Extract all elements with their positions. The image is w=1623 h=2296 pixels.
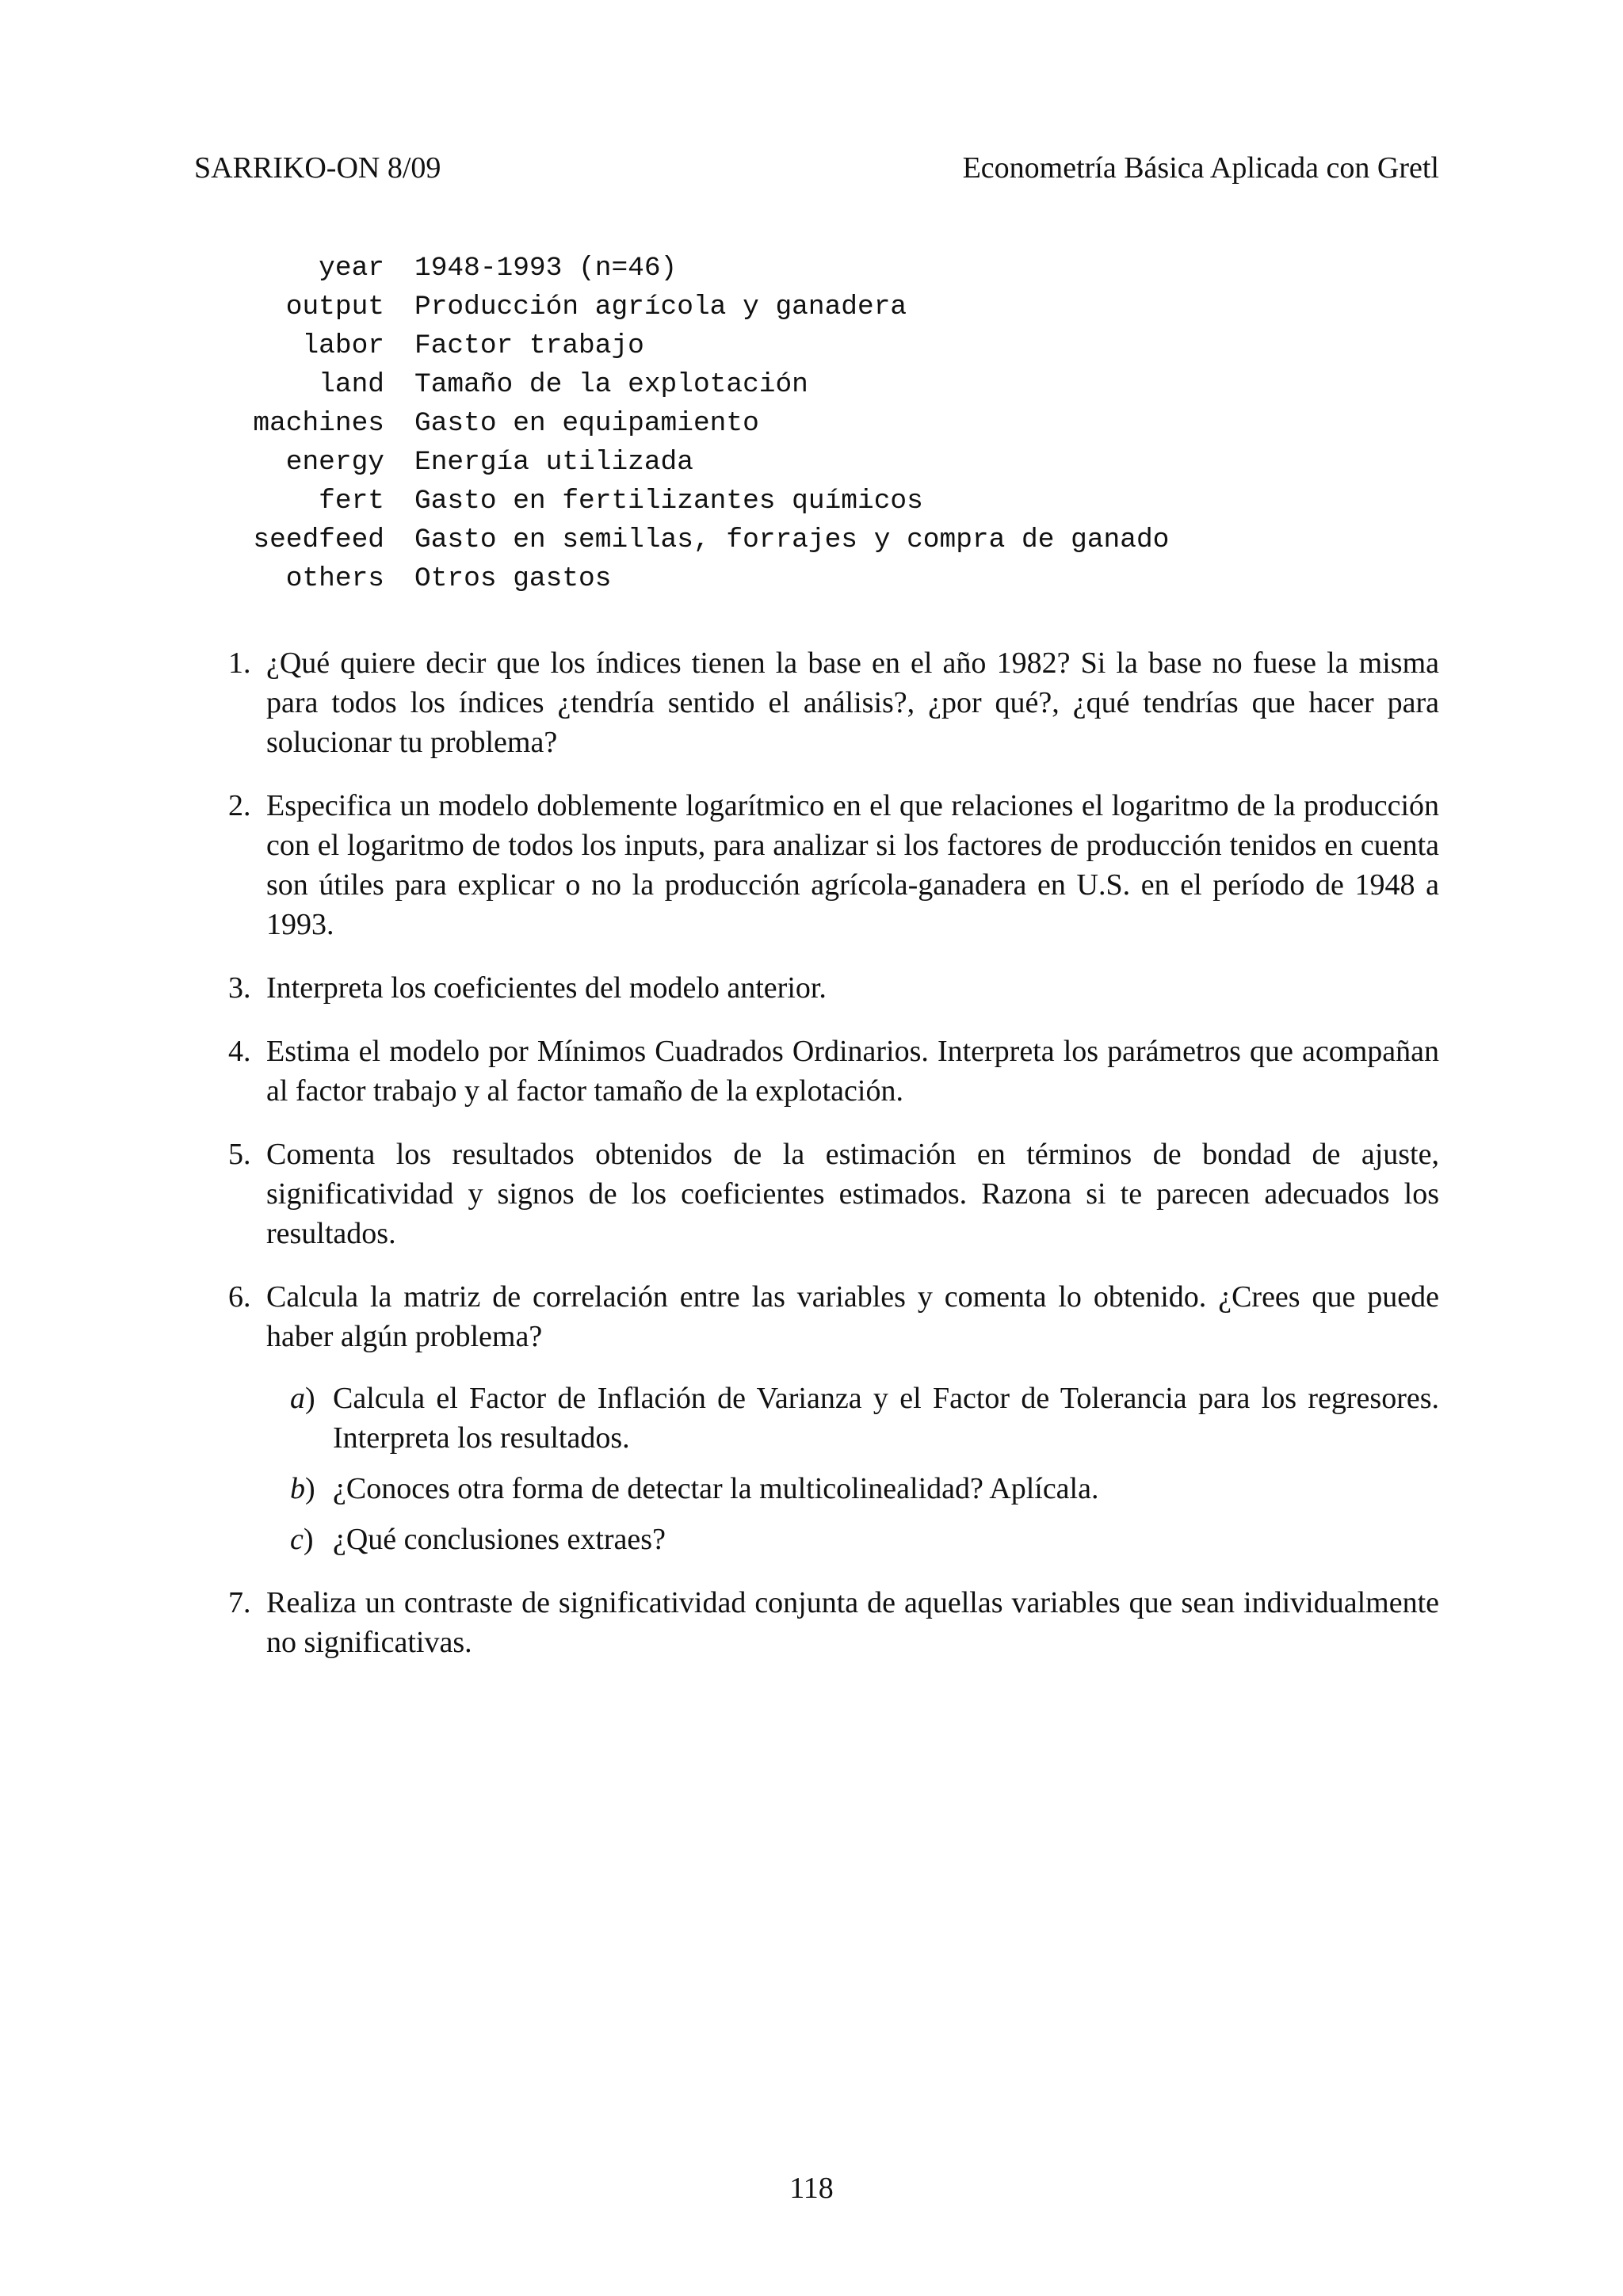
exercise-item <box>228 968 1439 1008</box>
variable-description: Factor trabajo <box>414 330 644 361</box>
variable-description: Producción agrícola y ganadera <box>414 292 907 322</box>
variable-name: energy <box>285 447 384 478</box>
exercise-text: Calcula la matriz de correlación entre las variables y comenta lo obtenido. ¿Crees que puede haber algún problema? <box>266 1280 1439 1353</box>
variable-row <box>238 443 1169 482</box>
variable-name: land <box>319 369 384 400</box>
exercise-item <box>228 1583 1439 1662</box>
variable-name: labor <box>302 330 384 361</box>
sub-exercise-text: Calcula el Factor de Inflación de Varianza y el Factor de Tolerancia para los regresores. Interpreta los resultados. <box>333 1382 1439 1455</box>
sub-exercise-item <box>266 1520 1439 1559</box>
variable-name: others <box>285 563 384 594</box>
sub-exercise-letter: b) <box>290 1472 315 1505</box>
variable-row <box>238 559 1169 598</box>
sub-exercise-list <box>266 1379 1439 1559</box>
exercise-text: Realiza un contraste de significatividad conjunta de aquellas variables que sean individualmente no significativas. <box>266 1586 1439 1659</box>
variable-row <box>238 404 1169 443</box>
sub-exercise-text: ¿Conoces otra forma de detectar la multicolinealidad? Aplícala. <box>333 1472 1099 1505</box>
variable-description: Tamaño de la explotación <box>414 369 808 400</box>
variable-row <box>238 521 1169 559</box>
exercise-number: 1. <box>228 646 251 680</box>
variable-description: Gasto en semillas, forrajes y compra de ganado <box>414 524 1170 555</box>
variable-description: 1948-1993 (n=46) <box>414 253 678 284</box>
variable-name: output <box>285 292 384 322</box>
variable-name: year <box>319 253 384 284</box>
sub-exercise-letter: c) <box>290 1523 314 1556</box>
variable-description: Otros gastos <box>414 563 612 594</box>
exercise-text: Especifica un modelo doblemente logarítmico en el que relaciones el logaritmo de la producción con el logaritmo de todos los inputs, para analizar si los factores de producción tenidos en cuenta son útiles para explicar o no la producción agrícola-ganadera en U.S. en el período de 1948 a 1993. <box>266 789 1439 941</box>
sub-exercise-letter: a) <box>290 1382 315 1415</box>
variable-description: Energía utilizada <box>414 447 693 478</box>
variable-name: seedfeed <box>253 524 384 555</box>
exercise-item <box>228 786 1439 944</box>
exercise-text: Interpreta los coeficientes del modelo anterior. <box>266 971 827 1005</box>
variable-row <box>238 288 1169 326</box>
exercise-number: 2. <box>228 789 251 822</box>
exercise-number: 3. <box>228 971 251 1005</box>
sub-exercise-item <box>266 1469 1439 1508</box>
exercise-text: Comenta los resultados obtenidos de la estimación en términos de bondad de ajuste, significatividad y signos de los coeficientes estimados. Razona si te parecen adecuados los resultados. <box>266 1138 1439 1250</box>
page-number: 118 <box>789 2172 834 2205</box>
exercise-item <box>228 1032 1439 1111</box>
exercise-item <box>228 643 1439 762</box>
variable-row <box>238 482 1169 521</box>
exercise-list <box>228 643 1439 1686</box>
variable-description: Gasto en equipamiento <box>414 408 759 439</box>
exercise-item <box>228 1135 1439 1253</box>
exercise-number: 4. <box>228 1035 251 1068</box>
page-header <box>194 151 1439 195</box>
variable-description: Gasto en fertilizantes químicos <box>414 486 923 517</box>
exercise-number: 5. <box>228 1138 251 1171</box>
variable-row <box>238 249 1169 288</box>
variable-row <box>238 365 1169 404</box>
exercise-text: ¿Qué quiere decir que los índices tienen la base en el año 1982? Si la base no fuese la misma para todos los índices ¿tendría sentido el análisis?, ¿por qué?, ¿qué tendrías que hacer para solucionar tu problema? <box>266 646 1439 759</box>
variable-table <box>238 249 1169 598</box>
variable-row <box>238 326 1169 365</box>
sub-exercise-item <box>266 1379 1439 1458</box>
exercise-number: 7. <box>228 1586 251 1619</box>
variable-name: fert <box>319 486 384 517</box>
sub-exercise-text: ¿Qué conclusiones extraes? <box>333 1523 666 1556</box>
variable-name: machines <box>253 408 384 439</box>
exercise-number: 6. <box>228 1280 251 1314</box>
exercise-text: Estima el modelo por Mínimos Cuadrados Ordinarios. Interpreta los parámetros que acompañan al factor trabajo y al factor tamaño de la explotación. <box>266 1035 1439 1108</box>
exercise-item <box>228 1277 1439 1559</box>
header-book-title: Econometría Básica Aplicada con Gretl <box>962 151 1439 185</box>
header-series-code: SARRIKO-ON 8/09 <box>194 151 441 185</box>
